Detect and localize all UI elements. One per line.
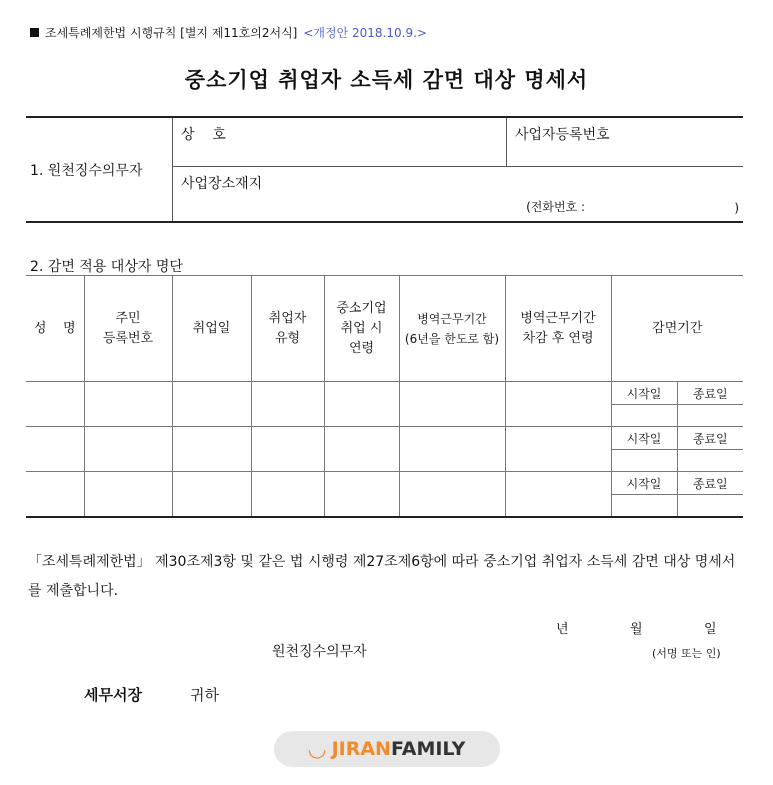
date-year: 년 [556, 622, 569, 637]
smile-icon: ◡ [308, 736, 326, 762]
row2-resident-number[interactable] [84, 427, 172, 472]
section2-label: 2. 감면 적용 대상자 명단 [30, 259, 183, 275]
tax-office-label: 세무서장 [84, 686, 142, 704]
row3-start-date[interactable] [611, 495, 677, 518]
row1-end-label: 종료일 [677, 382, 743, 405]
square-bullet-icon [30, 28, 39, 37]
row2-age[interactable] [324, 427, 399, 472]
row2-age-after[interactable] [505, 427, 611, 472]
col-age-at-employment: 중소기업 취업 시 연령 [324, 276, 399, 382]
row1-military[interactable] [399, 382, 505, 427]
beneficiary-table [26, 275, 743, 518]
row1-age-after[interactable] [505, 382, 611, 427]
withholding-agent-table [26, 116, 743, 223]
company-name-cell[interactable] [173, 117, 507, 167]
row3-age[interactable] [324, 472, 399, 518]
col-employee-type: 취업자 유형 [251, 276, 324, 382]
row1-name[interactable] [26, 382, 84, 427]
row1-resident-number[interactable] [84, 382, 172, 427]
revision-note: <개정안 2018.10.9.> [303, 26, 427, 40]
row1-type[interactable] [251, 382, 324, 427]
row2-end-label: 종료일 [677, 427, 743, 450]
row2-start-date[interactable] [611, 450, 677, 472]
row1-age[interactable] [324, 382, 399, 427]
row1-start-label: 시작일 [611, 382, 677, 405]
signature-label: (서명 또는 인) [652, 647, 721, 660]
business-address-label: 사업장소재지 [181, 176, 263, 192]
business-address-cell[interactable] [173, 167, 744, 223]
date-day: 일 [704, 622, 717, 637]
row3-resident-number[interactable] [84, 472, 172, 518]
row2-military[interactable] [399, 427, 505, 472]
col-age-after-military: 병역근무기간 차감 후 연령 [505, 276, 611, 382]
row2-employment-date[interactable] [172, 427, 251, 472]
company-name-label: 상 호 [181, 127, 226, 143]
col-military-period: 병역근무기간 (6년을 한도로 함) [399, 276, 505, 382]
col-name: 성 명 [26, 276, 84, 382]
phone-close: ) [734, 201, 739, 215]
row2-name[interactable] [26, 427, 84, 472]
row2-type[interactable] [251, 427, 324, 472]
row3-employment-date[interactable] [172, 472, 251, 518]
row3-name[interactable] [26, 472, 84, 518]
row2-end-date[interactable] [677, 450, 743, 472]
statement-text: 「조세특례제한법」 제30조제3항 및 같은 법 시행령 제27조제6항에 따라 중소기업 취업자 소득세 감면 대상 명세서를 제출합니다. [28, 554, 736, 599]
logo-jiran: JIRAN [331, 738, 391, 760]
row1-start-date[interactable] [611, 405, 677, 427]
row3-type[interactable] [251, 472, 324, 518]
section1-label: 1. 원천징수의무자 [26, 117, 173, 222]
row3-military[interactable] [399, 472, 505, 518]
row1-employment-date[interactable] [172, 382, 251, 427]
row3-age-after[interactable] [505, 472, 611, 518]
form-reference [30, 24, 427, 41]
jiranfamily-logo [274, 731, 500, 767]
row1-end-date[interactable] [677, 405, 743, 427]
form-title: 중소기업 취업자 소득세 감면 대상 명세서 [184, 68, 589, 92]
row2-start-label: 시작일 [611, 427, 677, 450]
col-resident-number: 주민 등록번호 [84, 276, 172, 382]
payer-label: 원천징수의무자 [272, 644, 367, 660]
row3-start-label: 시작일 [611, 472, 677, 495]
row3-end-date[interactable] [677, 495, 743, 518]
business-number-label: 사업자등록번호 [515, 127, 610, 143]
phone-label: (전화번호 : [526, 200, 585, 214]
row3-end-label: 종료일 [677, 472, 743, 495]
col-exemption-period: 감면기간 [611, 276, 743, 382]
honorific-label: 귀하 [190, 686, 219, 704]
col-employment-date: 취업일 [172, 276, 251, 382]
law-reference: 조세특례제한법 시행규칙 [별지 제11호의2서식] [45, 26, 298, 40]
date-month: 월 [630, 622, 643, 637]
logo-family: FAMILY [390, 738, 466, 760]
business-number-cell[interactable] [507, 117, 744, 167]
